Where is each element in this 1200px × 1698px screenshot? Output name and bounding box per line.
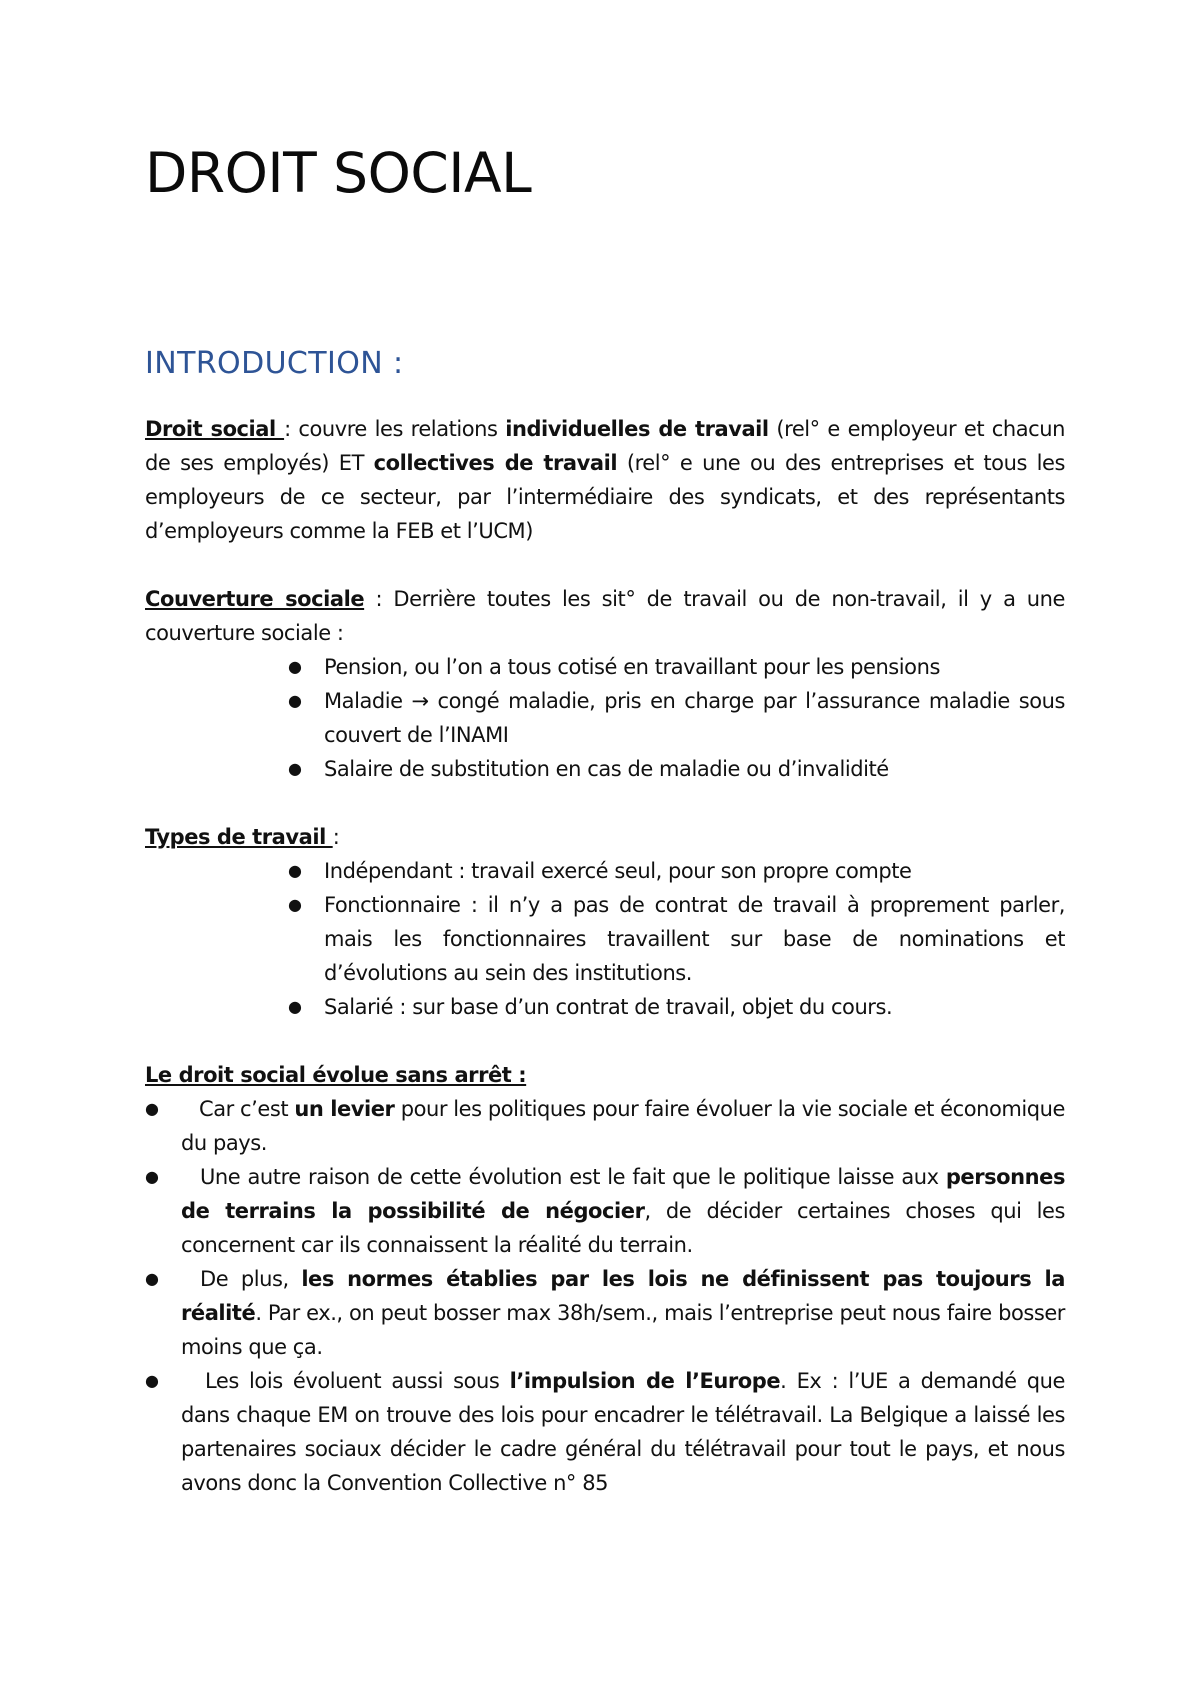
paragraph-droit-social — [145, 412, 1065, 548]
list-item-text: Indépendant : travail exercé seul, pour son propre compte — [324, 859, 912, 883]
paragraph-evolution — [145, 1058, 1065, 1092]
droit-social-text-3: (rel° e une ou des entreprises et tous les employeurs de ce secteur, par l’intermédiaire des syndicats, et des représentants d’employeurs comme la FEB et l’UCM) — [145, 451, 1065, 543]
types-de-travail-list — [145, 854, 1065, 1024]
list-item-text: Pension, ou l’on a tous cotisé en travaillant pour les pensions — [324, 655, 940, 679]
document-body — [145, 140, 1065, 1500]
evolution-item-1-text-2: pour les politiques pour faire évoluer la vie sociale et économique du pays. — [181, 1097, 1065, 1155]
list-item — [145, 990, 1065, 1024]
paragraph-types-de-travail — [145, 820, 1065, 854]
list-item — [145, 888, 1065, 990]
list-item — [145, 1364, 1065, 1500]
types-de-travail-text: : — [332, 825, 340, 849]
evolution-item-1-bold: un levier — [294, 1097, 395, 1121]
term-evolution: Le droit social évolue sans arrêt : — [145, 1063, 527, 1087]
evolution-item-2-text-1: Une autre raison de cette évolution est le fait que le politique laisse aux — [200, 1165, 946, 1189]
term-droit-social: Droit social — [145, 417, 285, 441]
droit-social-text-2: (rel° e employeur et chacun de ses employés) ET — [145, 417, 1065, 475]
droit-social-text-1: : couvre les relations — [284, 417, 506, 441]
term-types-de-travail: Types de travail — [145, 825, 333, 849]
list-item — [145, 650, 1065, 684]
bullet-icon: ● — [145, 1099, 159, 1118]
couverture-sociale-text: : Derrière toutes les sit° de travail ou de non-travail, il y a une couverture sociale : — [145, 587, 1065, 645]
evolution-item-2-text-2: , de décider certaines choses qui les concernent car ils connaissent la réalité du terrain. — [181, 1199, 1065, 1257]
list-item — [145, 1092, 1065, 1160]
bullet-icon: ● — [145, 1167, 159, 1186]
evolution-item-3-bold: les normes établies par les lois ne définissent pas toujours la réalité — [181, 1267, 1066, 1325]
bullet-icon: ● — [288, 861, 302, 880]
list-item-text: Salaire de substitution en cas de maladie ou d’invalidité — [324, 757, 889, 781]
evolution-item-2-bold: personnes de terrains la possibilité de négocier — [181, 1165, 1065, 1223]
list-item-text: Fonctionnaire : il n’y a pas de contrat de travail à proprement parler, mais les fonctionnaires travaillent sur base de nominations et d’évolutions au sein des institutions. — [324, 893, 1065, 985]
evolution-item-4-text-1: Les lois évoluent aussi sous — [205, 1369, 510, 1393]
couverture-sociale-list — [145, 650, 1065, 786]
term-couverture-sociale: Couverture sociale — [145, 587, 365, 611]
list-item-text: Salarié : sur base d’un contrat de travail, objet du cours. — [324, 995, 893, 1019]
list-item — [145, 1262, 1065, 1364]
evolution-list — [145, 1092, 1065, 1500]
list-item — [145, 752, 1065, 786]
evolution-item-3-text-2: . Par ex., on peut bosser max 38h/sem., mais l’entreprise peut nous faire bosser moins que ça. — [181, 1301, 1065, 1359]
section-heading-introduction: INTRODUCTION : — [145, 346, 404, 381]
droit-social-bold-2: collectives de travail — [373, 451, 618, 475]
list-item — [145, 684, 1065, 752]
droit-social-bold-1: individuelles de travail — [505, 417, 769, 441]
bullet-icon: ● — [288, 997, 302, 1016]
bullet-icon: ● — [288, 691, 302, 710]
evolution-item-4-text-2: . Ex : l’UE a demandé que dans chaque EM on trouve des lois pour encadrer le télétravail. La Belgique a laissé les partenaires sociaux décider le cadre général du télétravail pour tout le pays, et nous avons donc la Convention Collective n° 85 — [181, 1369, 1065, 1495]
paragraph-couverture-sociale — [145, 582, 1065, 650]
bullet-icon: ● — [288, 759, 302, 778]
bullet-icon: ● — [288, 895, 302, 914]
evolution-item-1-text-1: Car c’est — [199, 1097, 295, 1121]
list-item — [145, 854, 1065, 888]
bullet-icon: ● — [145, 1269, 159, 1288]
bullet-icon: ● — [288, 657, 302, 676]
list-item-text: Maladie → congé maladie, pris en charge par l’assurance maladie sous couvert de l’INAMI — [324, 689, 1065, 747]
evolution-item-3-text-1: De plus, — [200, 1267, 302, 1291]
list-item — [145, 1160, 1065, 1262]
bullet-icon: ● — [145, 1371, 159, 1390]
document-title: DROIT SOCIAL — [145, 141, 532, 205]
evolution-item-4-bold: l’impulsion de l’Europe — [509, 1369, 781, 1393]
